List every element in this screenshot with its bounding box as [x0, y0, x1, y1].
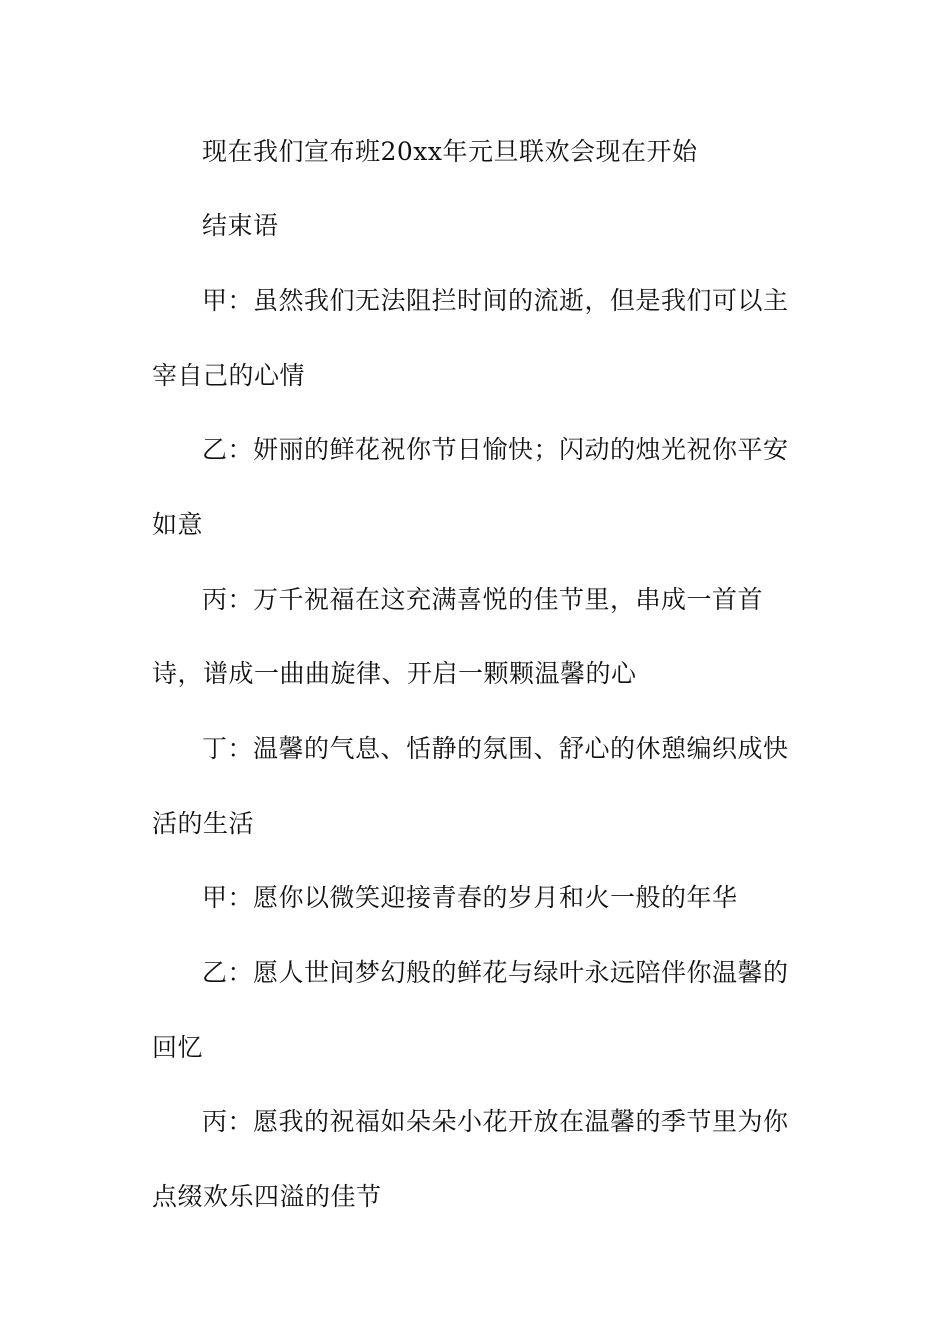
- paragraph-line: 如意: [152, 510, 204, 539]
- paragraph-line: 乙：妍丽的鲜花祝你节日愉快；闪动的烛光祝你平安: [202, 435, 789, 464]
- paragraph-line: 丙：万千祝福在这充满喜悦的佳节里，串成一首首: [202, 585, 764, 614]
- paragraph-line: 点缀欢乐四溢的佳节: [152, 1182, 382, 1211]
- paragraph-line: 丙：愿我的祝福如朵朵小花开放在温馨的季节里为你: [202, 1107, 789, 1136]
- paragraph-line: 宰自己的心情: [152, 361, 306, 390]
- paragraph-line: 乙：愿人世间梦幻般的鲜花与绿叶永远陪伴你温馨的: [202, 958, 789, 987]
- paragraph-line: 活的生活: [152, 809, 255, 838]
- closing-remarks-heading: 结束语: [202, 211, 279, 240]
- paragraph-line: 回忆: [152, 1033, 204, 1062]
- paragraph-line: 甲：虽然我们无法阻拦时间的流逝，但是我们可以主: [202, 286, 789, 315]
- paragraph-line: 诗，谱成一曲曲旋律、开启一颗颗温馨的心: [152, 659, 637, 688]
- paragraph-line: 丁：温馨的气息、恬静的氛围、舒心的休憩编织成快: [202, 734, 789, 763]
- opening-announcement-line: 现在我们宣布班20xx年元旦联欢会现在开始: [202, 137, 698, 166]
- paragraph-line: 甲：愿你以微笑迎接青春的岁月和火一般的年华: [202, 883, 738, 912]
